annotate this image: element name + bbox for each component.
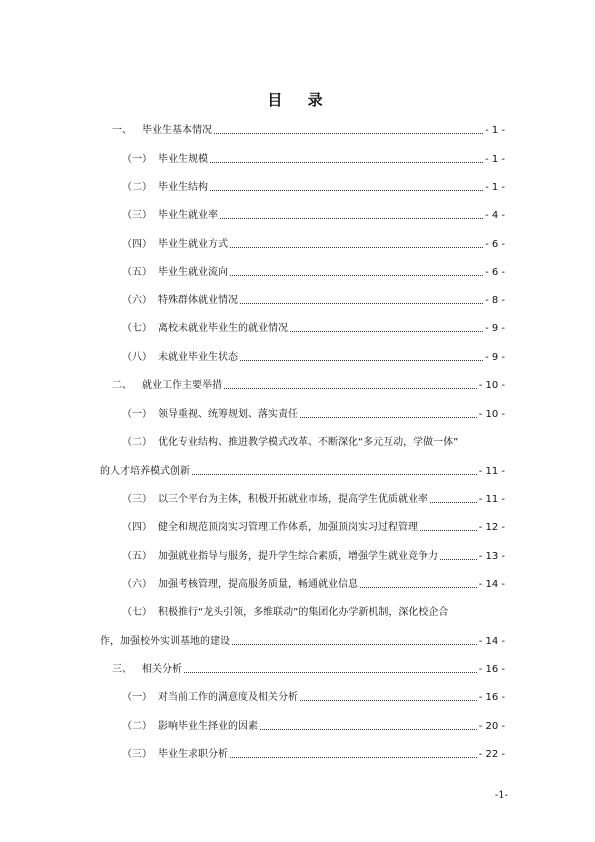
toc-entry-l2[interactable] — [122, 239, 505, 251]
toc-leader-dots — [300, 700, 477, 701]
toc-entry-l2-wrapped[interactable] — [122, 607, 448, 619]
toc-entry-page: - 1 - — [485, 154, 505, 165]
toc-leader-dots — [230, 247, 483, 248]
toc-entry-l2[interactable] — [122, 267, 505, 279]
toc-leader-dots — [420, 530, 477, 531]
toc-entry-text: 毕业生求职分析 — [158, 749, 228, 760]
toc-leader-dots — [224, 388, 477, 389]
toc-title: 目 录 — [267, 91, 333, 109]
toc-entry-number: （七） — [122, 323, 152, 334]
toc-entry-continuation[interactable] — [100, 636, 505, 648]
toc-entry-l1[interactable] — [112, 380, 505, 392]
toc-entry-page: - 14 - — [478, 579, 505, 590]
toc-leader-dots — [240, 303, 483, 304]
toc-leader-dots — [210, 190, 483, 191]
toc-entry-l2[interactable] — [122, 494, 505, 506]
toc-entry-text: 就业工作主要举措 — [142, 380, 222, 391]
toc-entry-text: 领导重视、统筹规划、落实责任 — [158, 409, 298, 420]
toc-entry-l2[interactable] — [122, 749, 505, 761]
toc-entry-continuation[interactable] — [100, 466, 505, 478]
toc-leader-dots — [220, 218, 483, 219]
toc-entry-page: - 1 - — [485, 125, 505, 136]
toc-entry-text: 特殊群体就业情况 — [158, 295, 238, 306]
toc-entry-page: - 11 - — [478, 466, 505, 477]
toc-entry-l2[interactable] — [122, 323, 505, 335]
toc-entry-number: （三） — [122, 494, 152, 505]
toc-entry-l2[interactable] — [122, 522, 505, 534]
toc-entry-text: 健全和规范顶岗实习管理工作体系，加强顶岗实习过程管理 — [158, 522, 418, 533]
toc-entry-page: - 4 - — [485, 210, 505, 221]
toc-leader-dots — [210, 162, 483, 163]
toc-entry-number: （六） — [122, 295, 152, 306]
toc-leader-dots — [192, 474, 477, 475]
toc-leader-dots — [230, 275, 483, 276]
toc-leader-dots — [440, 559, 477, 560]
toc-entry-l2[interactable] — [122, 210, 505, 222]
toc-entry-text: 毕业生就业率 — [158, 210, 218, 221]
toc-entry-text: 离校未就业毕业生的就业情况 — [158, 323, 288, 334]
toc-leader-dots — [300, 417, 477, 418]
toc-entry-number: （八） — [122, 352, 152, 363]
toc-entry-number: （二） — [122, 721, 152, 732]
toc-entry-number: （五） — [122, 267, 152, 278]
toc-entry-page: - 10 - — [478, 380, 505, 391]
toc-entry-number: （七） — [122, 607, 152, 618]
toc-entry-number: （四） — [122, 522, 152, 533]
toc-leader-dots — [360, 587, 477, 588]
toc-entry-number: （一） — [122, 409, 152, 420]
toc-entry-number: （一） — [122, 154, 152, 165]
toc-entry-text: 积极推行“龙头引领，多维联动”的集团化办学新机制，深化校企合 — [158, 607, 449, 618]
toc-entry-page: - 9 - — [485, 352, 505, 363]
toc-entry-text: 毕业生就业方式 — [158, 239, 228, 250]
toc-entry-text: 毕业生规模 — [158, 154, 208, 165]
toc-entry-l2[interactable] — [122, 295, 505, 307]
toc-entry-text: 毕业生就业流向 — [158, 267, 228, 278]
toc-entry-text: 优化专业结构、推进教学模式改革、不断深化“多元互动，学做一体” — [158, 437, 459, 448]
toc-entry-page: - 10 - — [478, 409, 505, 420]
toc-entry-number: （一） — [122, 692, 152, 703]
toc-entry-page: - 14 - — [478, 636, 505, 647]
toc-entry-l2[interactable] — [122, 551, 505, 563]
toc-entry-number: （二） — [122, 182, 152, 193]
toc-entry-text: 加强就业指导与服务，提升学生综合素质，增强学生就业竞争力 — [158, 551, 438, 562]
toc-leader-dots — [232, 644, 477, 645]
toc-entry-text: 加强考核管理，提高服务质量，畅通就业信息 — [158, 579, 358, 590]
toc-entry-l2[interactable] — [122, 154, 505, 166]
toc-entry-text: 影响毕业生择业的因素 — [158, 721, 258, 732]
toc-entry-number: 一、 — [112, 125, 132, 136]
toc-entry-text-continued: 的人才培养模式创新 — [100, 466, 190, 477]
toc-entry-text: 以三个平台为主体，积极开拓就业市场，提高学生优质就业率 — [158, 494, 428, 505]
toc-leader-dots — [230, 757, 477, 758]
toc-entry-number: （二） — [122, 437, 152, 448]
toc-leader-dots — [430, 502, 477, 503]
toc-entry-text: 相关分析 — [142, 664, 182, 675]
toc-entry-number: （三） — [122, 210, 152, 221]
toc-entry-l2[interactable] — [122, 692, 505, 704]
page-number-footer: -1- — [494, 790, 508, 801]
toc-entry-l2[interactable] — [122, 352, 505, 364]
toc-leader-dots — [260, 729, 477, 730]
toc-entry-l1[interactable] — [112, 125, 505, 137]
toc-entry-text-continued: 作，加强校外实训基地的建设 — [100, 636, 230, 647]
toc-entry-l2[interactable] — [122, 409, 505, 421]
toc-entry-page: - 20 - — [478, 721, 505, 732]
toc-entry-text: 毕业生结构 — [158, 182, 208, 193]
toc-entry-page: - 12 - — [478, 522, 505, 533]
toc-entry-page: - 11 - — [478, 494, 505, 505]
toc-entry-l2[interactable] — [122, 579, 505, 591]
toc-entry-l2[interactable] — [122, 721, 505, 733]
toc-entry-page: - 16 - — [478, 692, 505, 703]
toc-entry-page: - 16 - — [478, 664, 505, 675]
toc-entry-number: （四） — [122, 239, 152, 250]
toc-entry-l1[interactable] — [112, 664, 505, 676]
toc-entry-page: - 9 - — [485, 323, 505, 334]
toc-entry-page: - 1 - — [485, 182, 505, 193]
toc-entry-number: （六） — [122, 579, 152, 590]
toc-entry-text: 对当前工作的满意度及相关分析 — [158, 692, 298, 703]
toc-entry-page: - 8 - — [485, 295, 505, 306]
toc-entry-number: （三） — [122, 749, 152, 760]
toc-entry-page: - 6 - — [485, 267, 505, 278]
toc-entry-l2-wrapped[interactable] — [122, 437, 458, 449]
toc-entry-page: - 6 - — [485, 239, 505, 250]
toc-entry-l2[interactable] — [122, 182, 505, 194]
toc-leader-dots — [240, 360, 483, 361]
toc-entry-number: 三、 — [112, 664, 132, 675]
toc-entry-page: - 13 - — [478, 551, 505, 562]
toc-entry-text: 毕业生基本情况 — [142, 125, 212, 136]
toc-leader-dots — [214, 133, 483, 134]
toc-leader-dots — [184, 672, 477, 673]
toc-entry-number: 二、 — [112, 380, 132, 391]
toc-entry-page: - 22 - — [478, 749, 505, 760]
toc-leader-dots — [290, 331, 483, 332]
toc-entry-text: 未就业毕业生状态 — [158, 352, 238, 363]
toc-entry-number: （五） — [122, 551, 152, 562]
